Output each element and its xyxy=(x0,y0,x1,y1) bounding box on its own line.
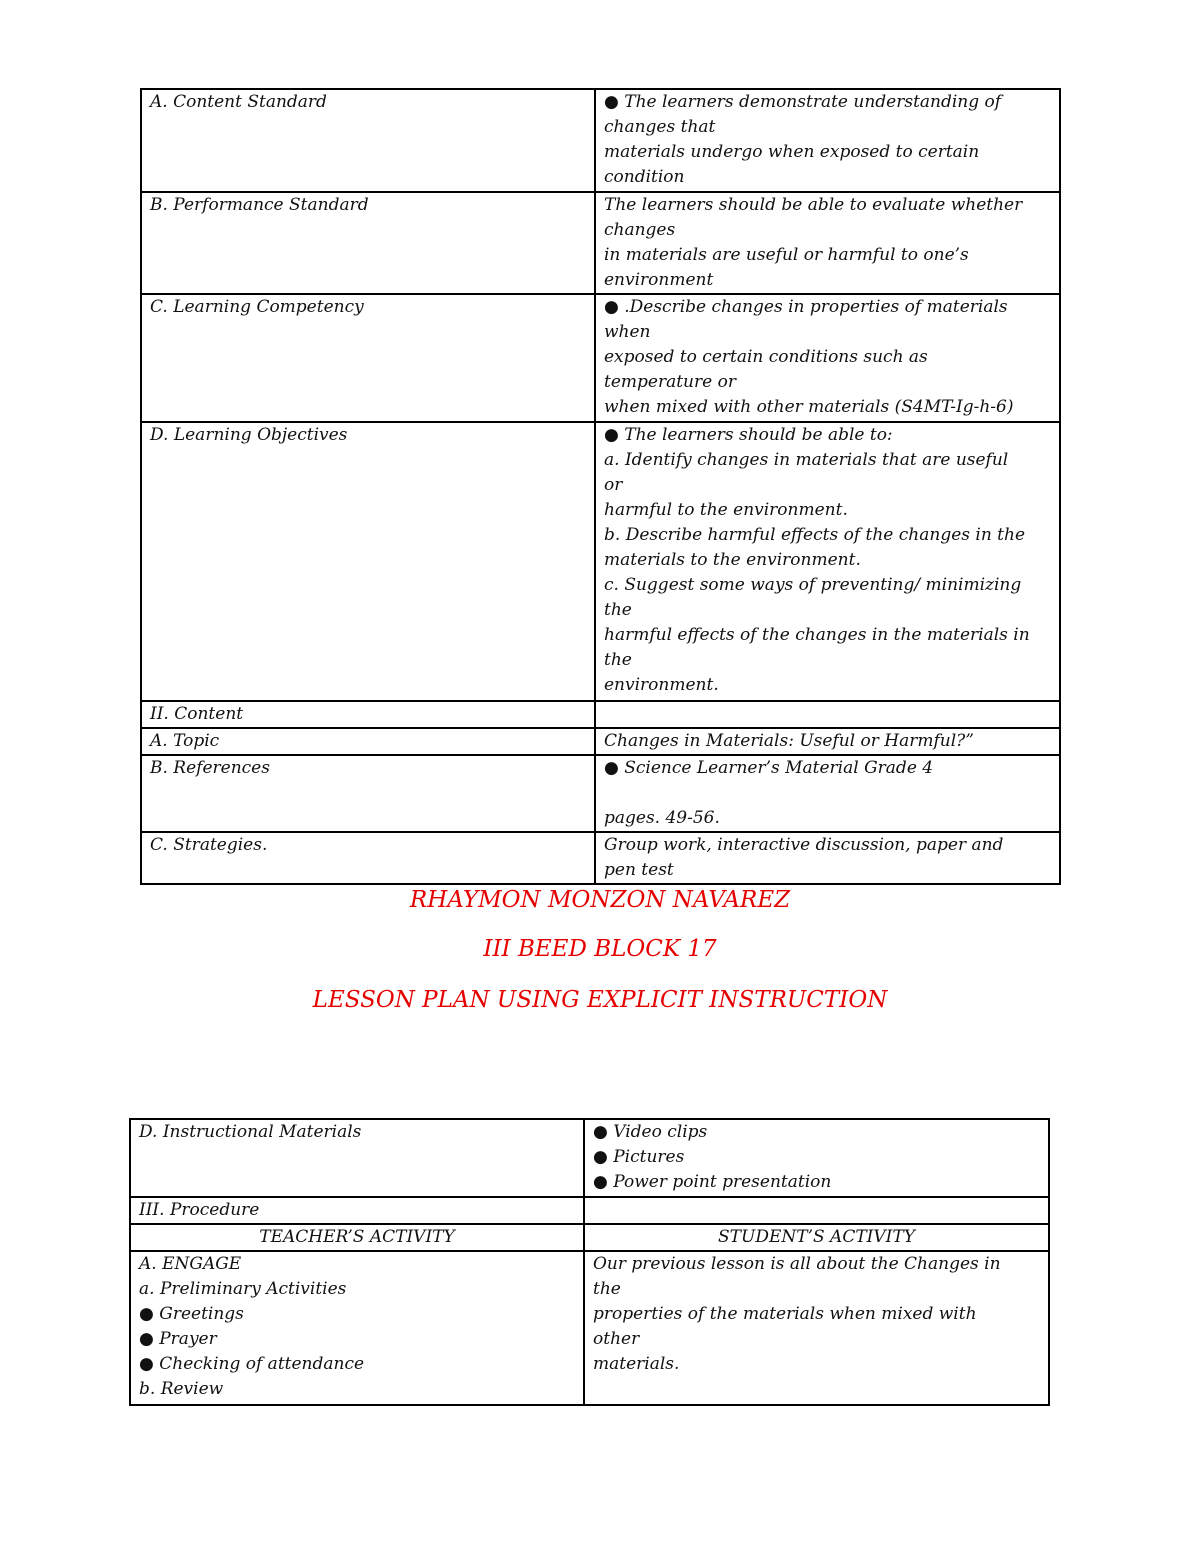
row-content: Group work, interactive discussion, paper and pen test xyxy=(595,832,1060,884)
row-label: B. References xyxy=(141,755,595,832)
row-label: III. Procedure xyxy=(130,1197,584,1224)
row-label: D. Learning Objectives xyxy=(141,422,595,701)
row-label: A. Content Standard xyxy=(141,89,595,192)
table-row xyxy=(141,701,1060,728)
table-row xyxy=(141,89,1060,192)
student-activity-cell: Our previous lesson is all about the Changes in the properties of the materials when mixed with other materials. xyxy=(584,1251,1049,1405)
row-label: C. Strategies. xyxy=(141,832,595,884)
row-label: B. Performance Standard xyxy=(141,192,595,294)
row-content xyxy=(584,1197,1049,1224)
row-content: Changes in Materials: Useful or Harmful?” xyxy=(595,728,1060,755)
teacher-activity-cell: A. ENGAGE a. Preliminary Activities ● Greetings ● Prayer ● Checking of attendance b. Review xyxy=(130,1251,584,1405)
row-label: A. Topic xyxy=(141,728,595,755)
row-content: The learners should be able to evaluate whether changes in materials are useful or harmful to one’s environment xyxy=(595,192,1060,294)
teacher-activity-header: TEACHER’S ACTIVITY xyxy=(130,1224,584,1251)
row-content: ● .Describe changes in properties of materials when exposed to certain conditions such as temperature or when mixed with other materials (S4MT-Ig-h-6) xyxy=(595,294,1060,422)
row-content xyxy=(595,701,1060,728)
table-row xyxy=(130,1251,1049,1405)
table-row xyxy=(141,192,1060,294)
document-title: LESSON PLAN USING EXPLICIT INSTRUCTION xyxy=(312,987,888,1013)
row-label: II. Content xyxy=(141,701,595,728)
row-content: ● Video clips ● Pictures ● Power point presentation xyxy=(584,1119,1049,1197)
table-row xyxy=(130,1119,1049,1197)
table-row xyxy=(130,1197,1049,1224)
row-content: ● Science Learner’s Material Grade 4 pages. 49-56. xyxy=(595,755,1060,832)
row-label: C. Learning Competency xyxy=(141,294,595,422)
class-block: III BEED BLOCK 17 xyxy=(483,936,717,962)
row-label: D. Instructional Materials xyxy=(130,1119,584,1197)
lesson-plan-table-top xyxy=(140,88,1061,885)
table-row xyxy=(141,832,1060,884)
row-content: ● The learners should be able to: a. Identify changes in materials that are useful or harmful to the environment. b. Describe harmful effects of the changes in the materials to the environment. c. Suggest some ways of preventing/ minimizing the harmful effects of the changes in the materials in the environment. xyxy=(595,422,1060,701)
row-content: ● The learners demonstrate understanding of changes that materials undergo when exposed to certain condition xyxy=(595,89,1060,192)
lesson-plan-table-bottom xyxy=(129,1118,1050,1406)
table-row xyxy=(141,294,1060,422)
student-activity-header: STUDENT’S ACTIVITY xyxy=(584,1224,1049,1251)
table-row xyxy=(141,422,1060,701)
table-header-row xyxy=(130,1224,1049,1251)
table-row xyxy=(141,755,1060,832)
author-name: RHAYMON MONZON NAVAREZ xyxy=(409,887,791,913)
table-row xyxy=(141,728,1060,755)
